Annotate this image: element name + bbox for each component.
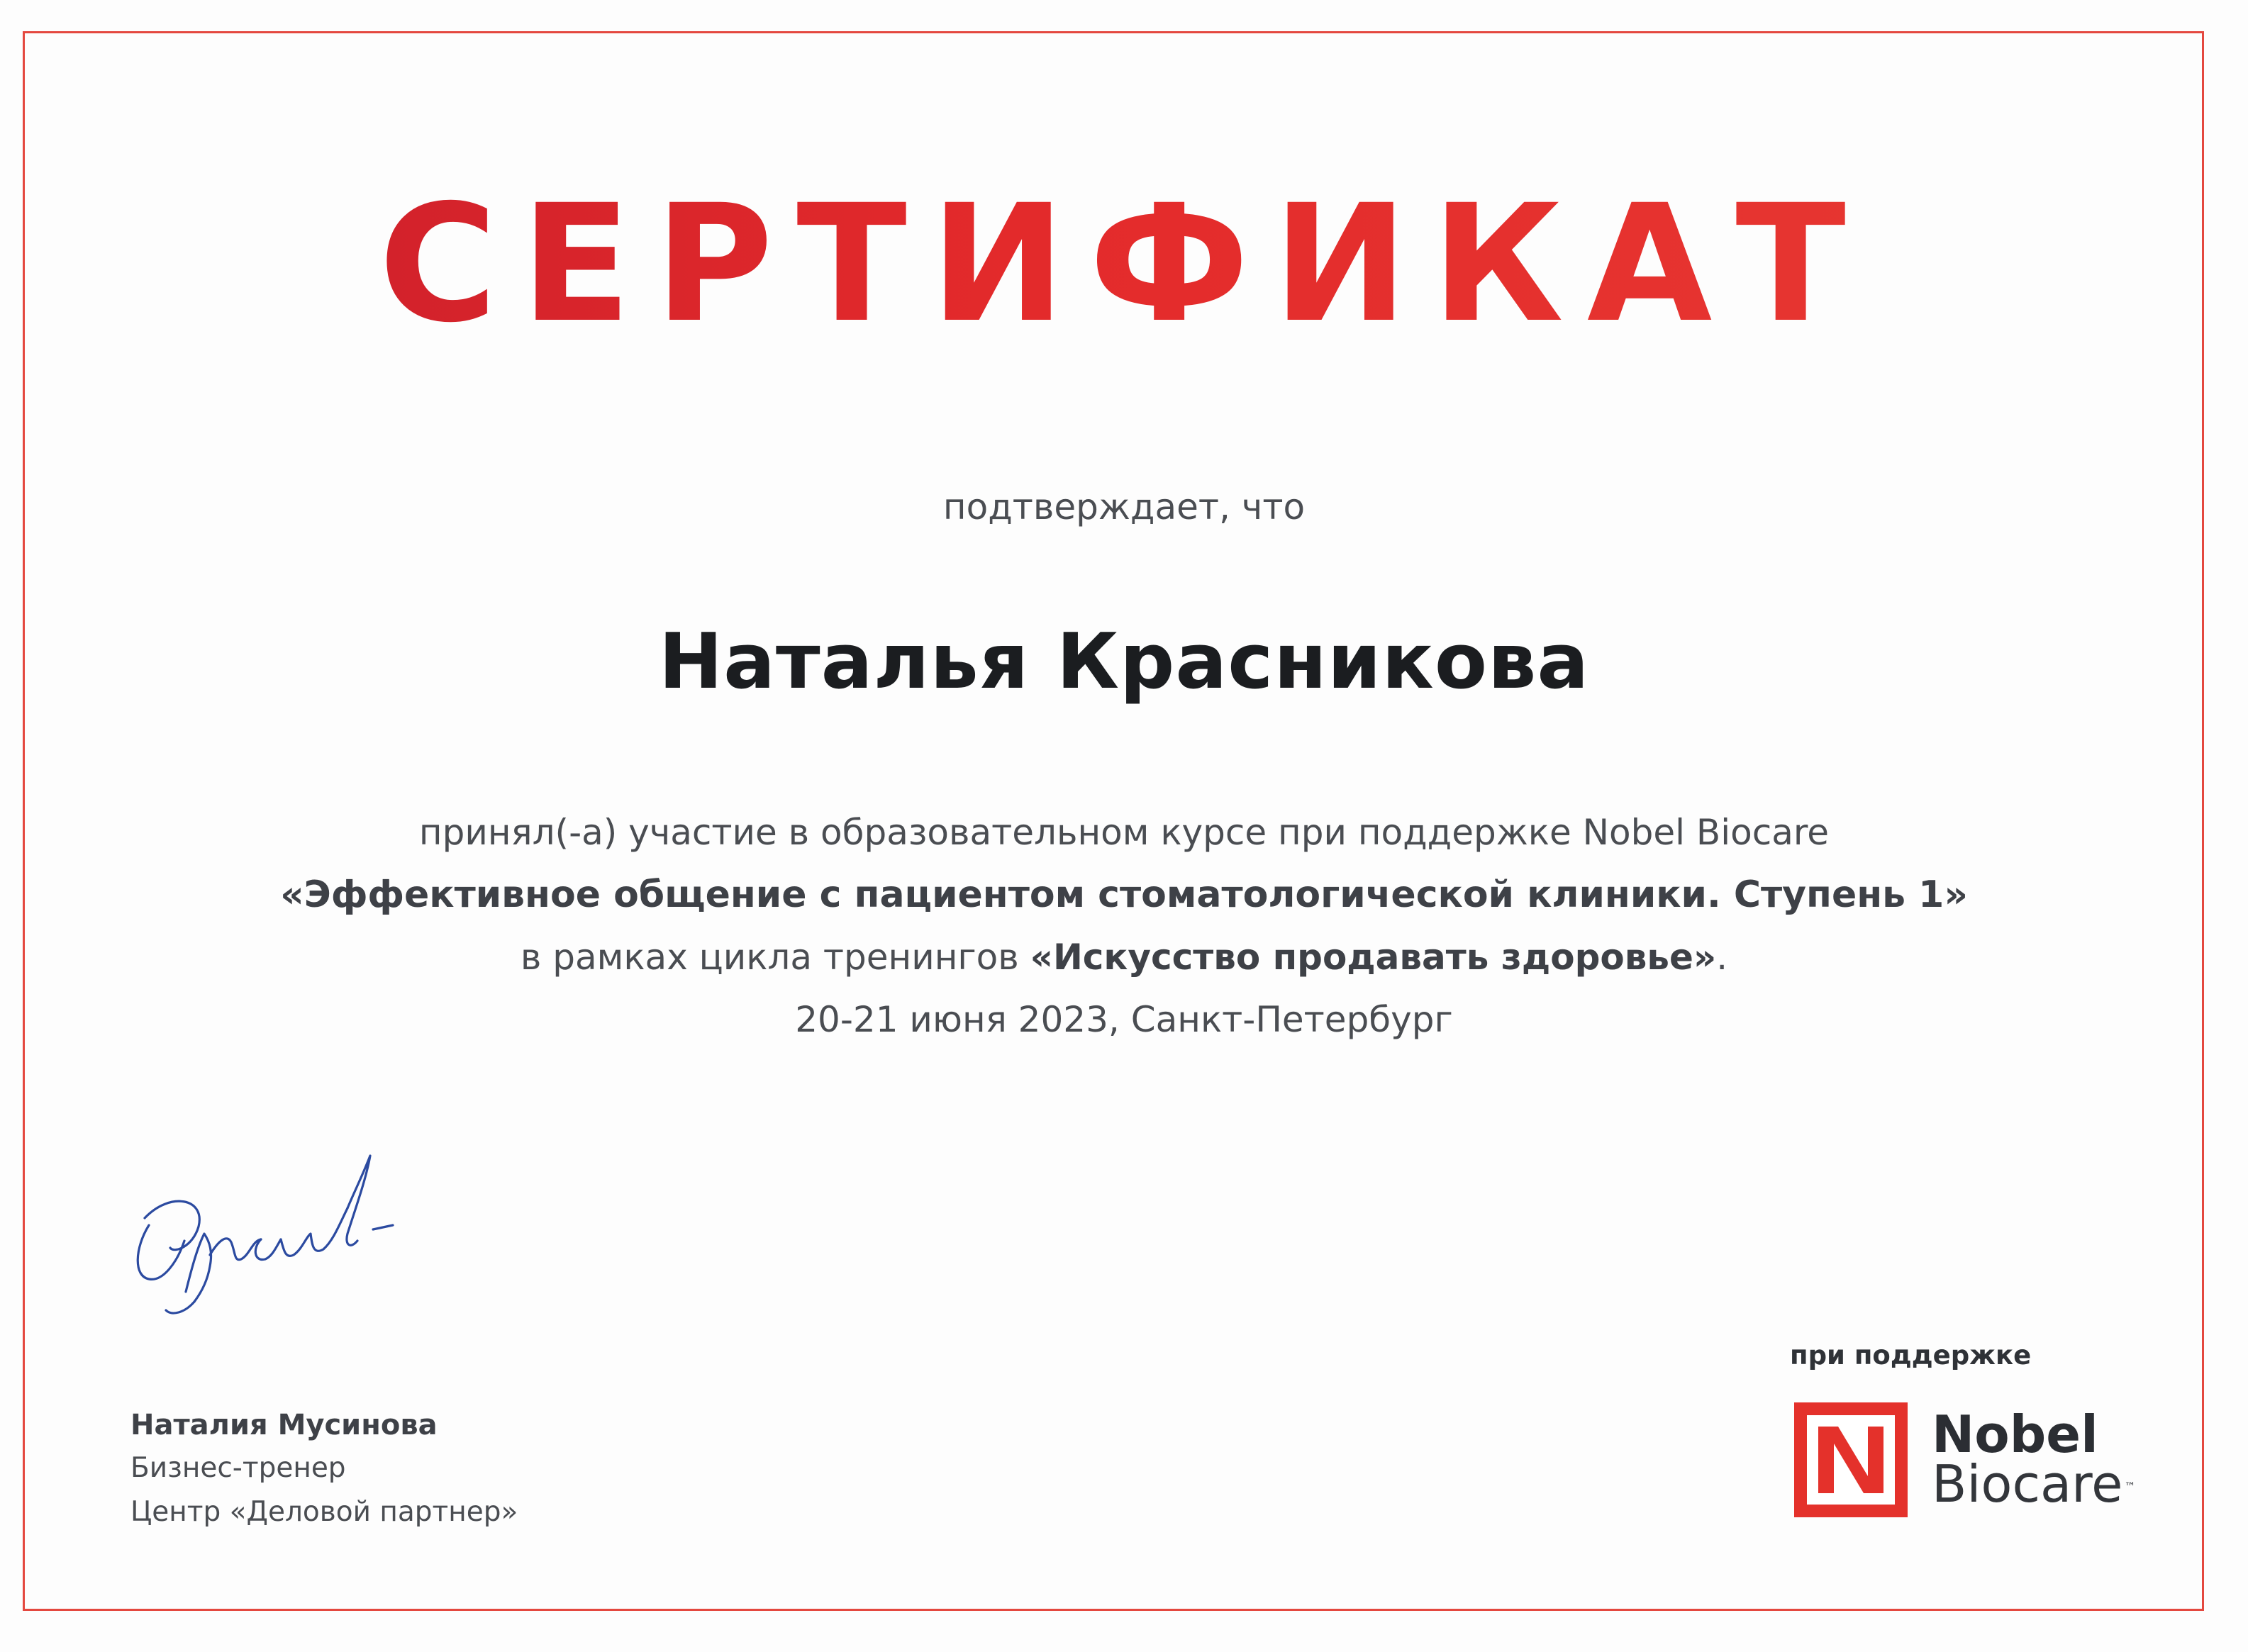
logo-line-2 — [1932, 1454, 2136, 1514]
signer-block — [130, 1404, 518, 1534]
cycle-title: «Искусство продавать здоровье» — [1030, 937, 1717, 978]
support-label: при поддержке — [1790, 1340, 2032, 1371]
logo-line-2-text: Biocare — [1932, 1454, 2123, 1514]
signer-name: Наталия Мусинова — [130, 1409, 438, 1441]
trademark-mark: ™ — [2124, 1480, 2136, 1493]
participation-text: принял(-а) участие в образовательном курсе при поддержке Nobel Biocare — [418, 812, 1830, 853]
handwritten-signature — [121, 1127, 447, 1340]
signer-organization: Центр «Деловой партнер» — [130, 1496, 518, 1528]
logo-wordmark — [1932, 1405, 2136, 1514]
confirms-text: подтверждает, что — [942, 486, 1306, 528]
cycle-prefix: в рамках цикла тренингов — [520, 937, 1019, 978]
recipient-name: Наталья Красникова — [658, 618, 1590, 706]
signer-position: Бизнес-тренер — [130, 1452, 346, 1484]
certificate-title: СЕРТИФИКАТ — [0, 183, 2248, 345]
date-place: 20-21 июня 2023, Санкт-Петербург — [795, 999, 1453, 1040]
logo-line-1: Nobel — [1932, 1405, 2098, 1464]
cycle-line — [0, 926, 2248, 988]
course-title: «Эффективное общение с пациентом стоматологической клиники. Ступень 1» — [280, 874, 1968, 916]
nobel-biocare-logo — [1794, 1402, 2191, 1523]
certificate-body — [0, 801, 2248, 1051]
cycle-suffix: . — [1716, 937, 1728, 978]
nobel-biocare-n-icon — [1794, 1402, 1908, 1517]
